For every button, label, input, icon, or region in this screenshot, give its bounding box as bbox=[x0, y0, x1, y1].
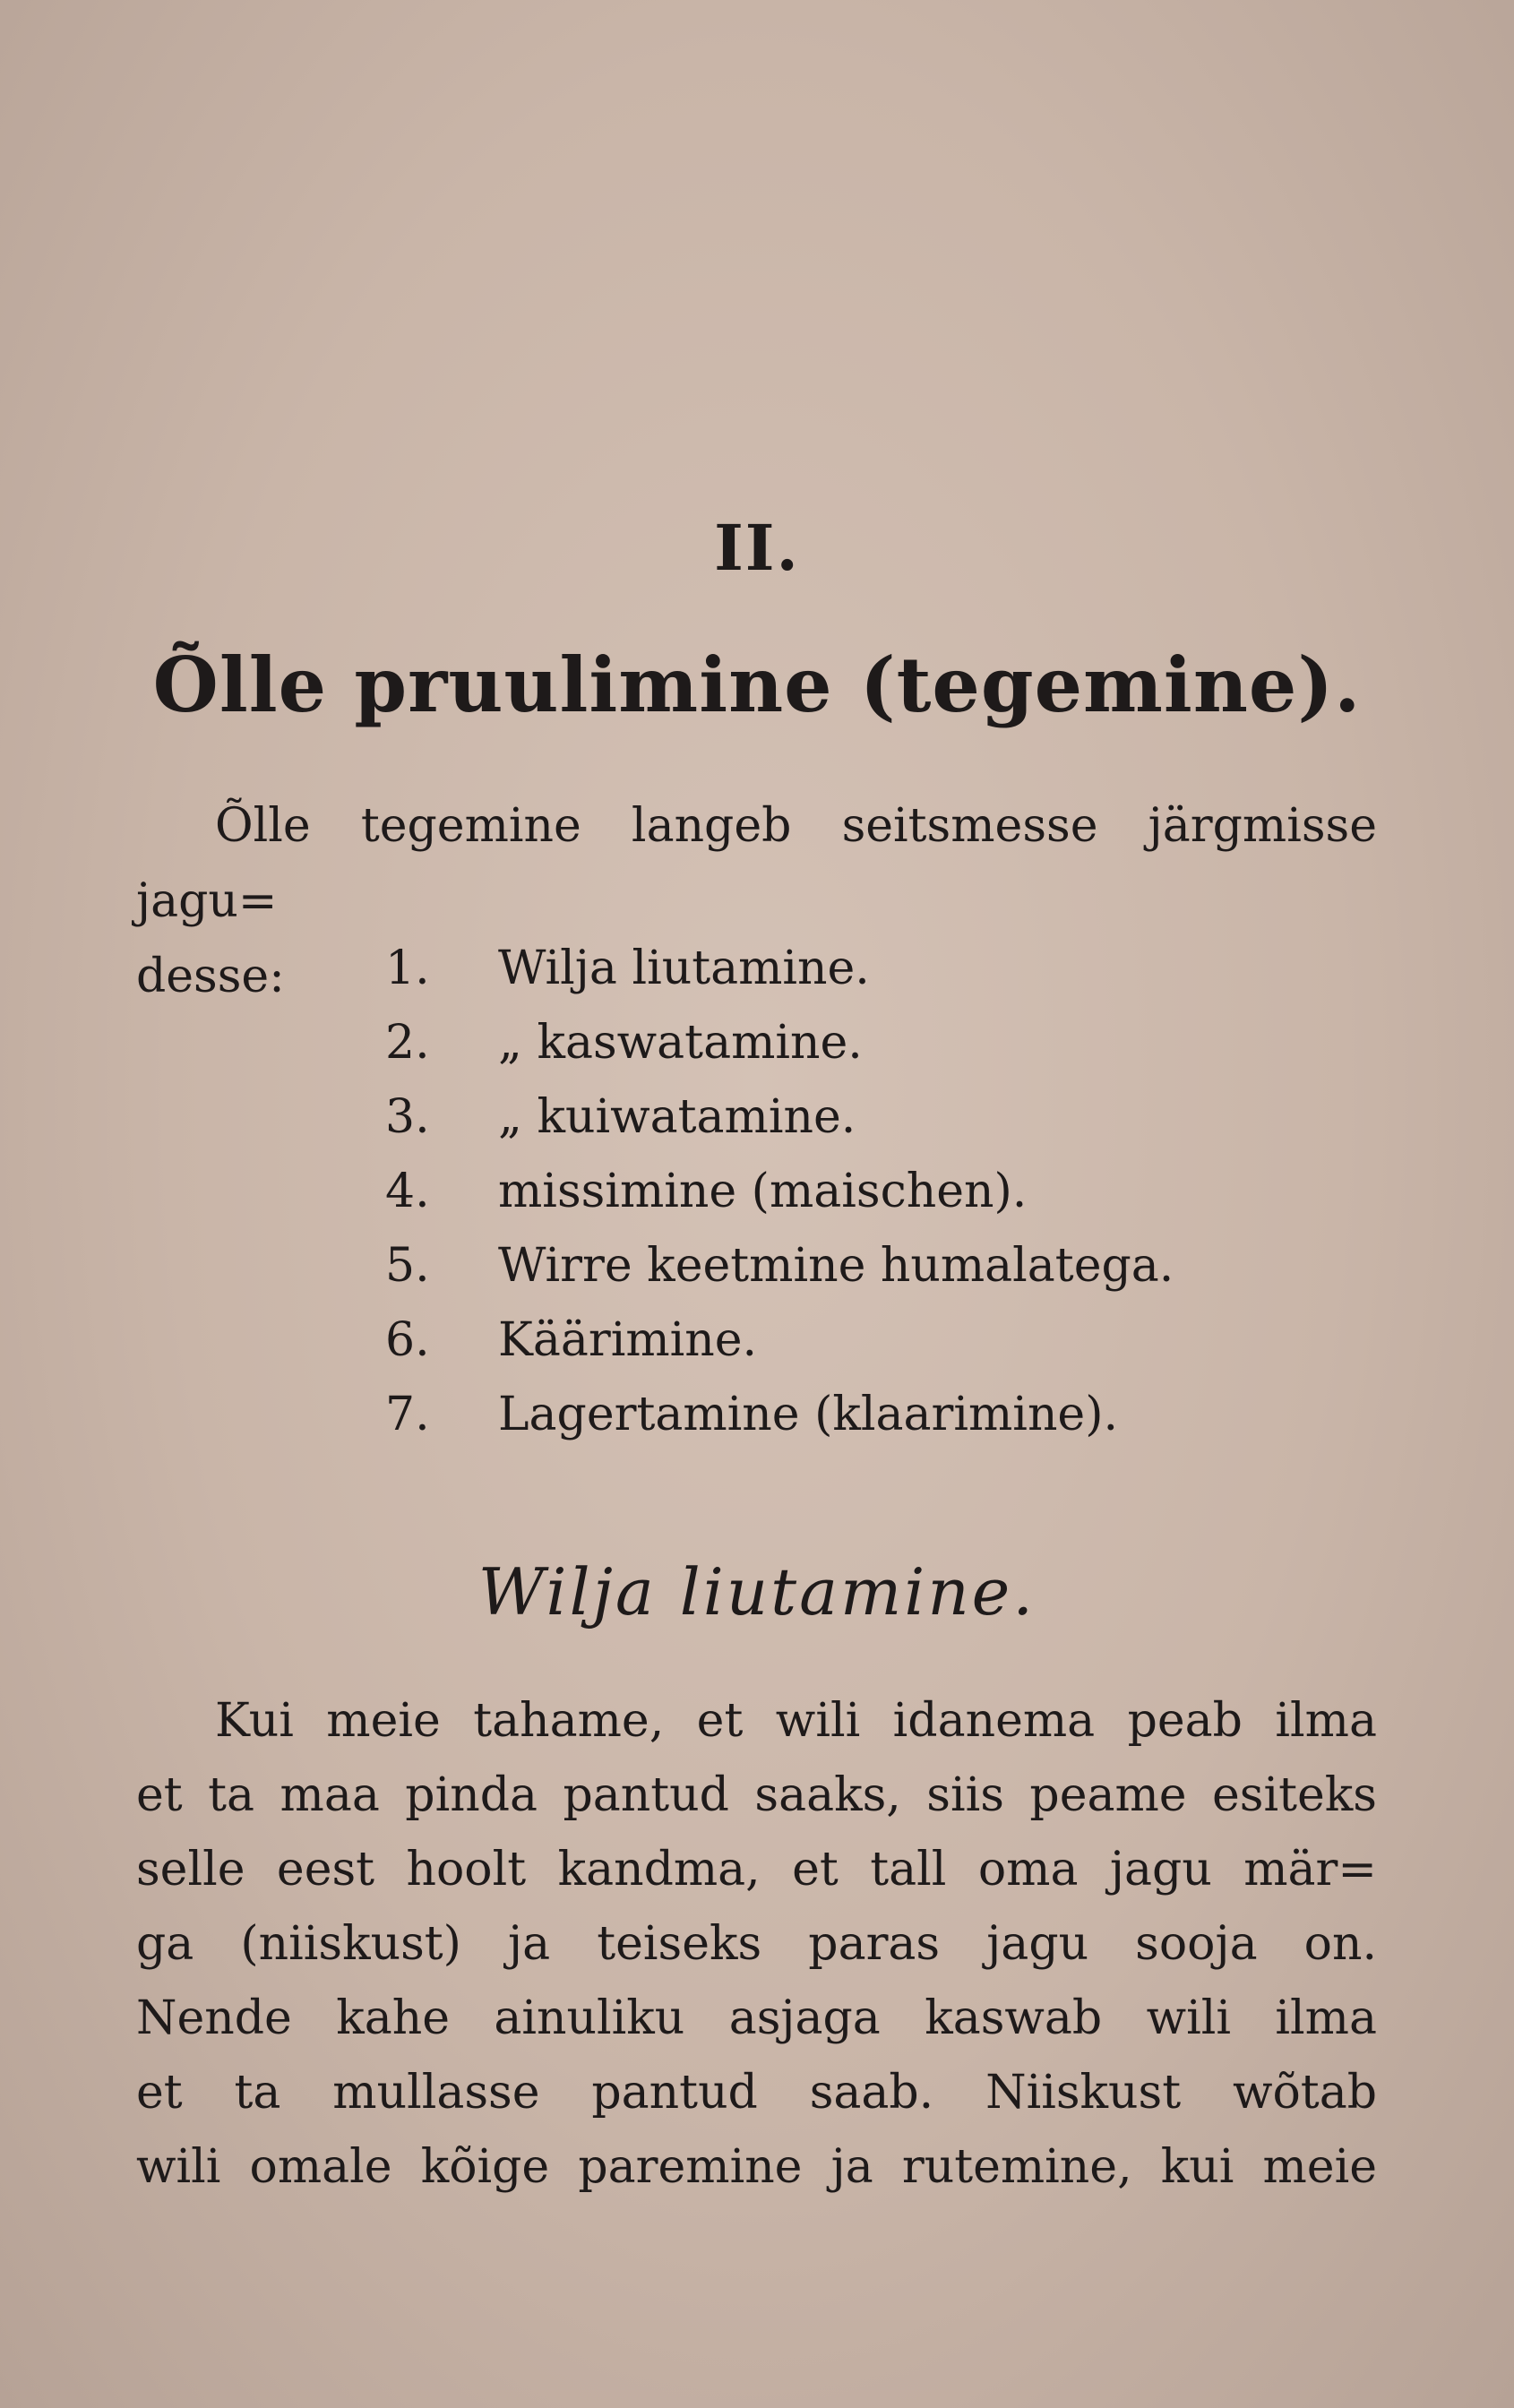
list-item bbox=[385, 932, 1281, 1006]
list-item bbox=[385, 1080, 1281, 1155]
body-paragraph bbox=[136, 1684, 1377, 2205]
paragraph-line: et ta maa pinda pantud saaks, siis peame esiteks bbox=[136, 1768, 1377, 1822]
section-number: II. bbox=[714, 511, 800, 585]
steps-list bbox=[385, 932, 1281, 1452]
step-text: Lagertamine (klaarimine). bbox=[498, 1388, 1119, 1441]
step-number: 1. bbox=[385, 942, 430, 995]
intro-line: Õlle tegemine langeb seitsmesse järgmisse jagu= bbox=[136, 799, 1377, 928]
list-item bbox=[385, 1378, 1281, 1452]
step-number: 2. bbox=[385, 1016, 430, 1070]
list-item bbox=[385, 1006, 1281, 1080]
list-item bbox=[385, 1155, 1281, 1229]
list-item bbox=[385, 1303, 1281, 1378]
list-item bbox=[385, 1229, 1281, 1303]
paragraph-line: Kui meie tahame, et wili idanema peab ilma bbox=[215, 1694, 1377, 1748]
step-number: 3. bbox=[385, 1090, 430, 1144]
step-text: „ kaswatamine. bbox=[498, 1016, 863, 1070]
paragraph-line: wili omale kõige paremine ja rutemine, kui meie bbox=[136, 2140, 1377, 2194]
intro-line: desse: bbox=[136, 950, 285, 1003]
step-number: 4. bbox=[385, 1165, 430, 1218]
step-text: „ kuiwatamine. bbox=[498, 1090, 856, 1144]
step-number: 6. bbox=[385, 1313, 430, 1367]
step-number: 7. bbox=[385, 1388, 430, 1441]
paragraph-line: et ta mullasse pantud saab. Niiskust wõtab bbox=[136, 2066, 1377, 2120]
paragraph-line: Nende kahe ainuliku asjaga kaswab wili ilma bbox=[136, 1991, 1377, 2045]
section-subtitle: Wilja liutamine. bbox=[477, 1554, 1037, 1630]
paragraph-line: selle eest hoolt kandma, et tall oma jagu mär= bbox=[136, 1843, 1377, 1896]
step-text: Käärimine. bbox=[498, 1313, 758, 1367]
step-text: Wilja liutamine. bbox=[498, 942, 870, 995]
step-text: missimine (maischen). bbox=[498, 1165, 1028, 1218]
paragraph-line: ga (niiskust) ja teiseks paras jagu sooja on. bbox=[136, 1917, 1377, 1971]
step-number: 5. bbox=[385, 1239, 430, 1293]
chapter-title: Õlle pruulimine (tegemine). bbox=[152, 641, 1362, 729]
step-text: Wirre keetmine humalatega. bbox=[498, 1239, 1174, 1293]
